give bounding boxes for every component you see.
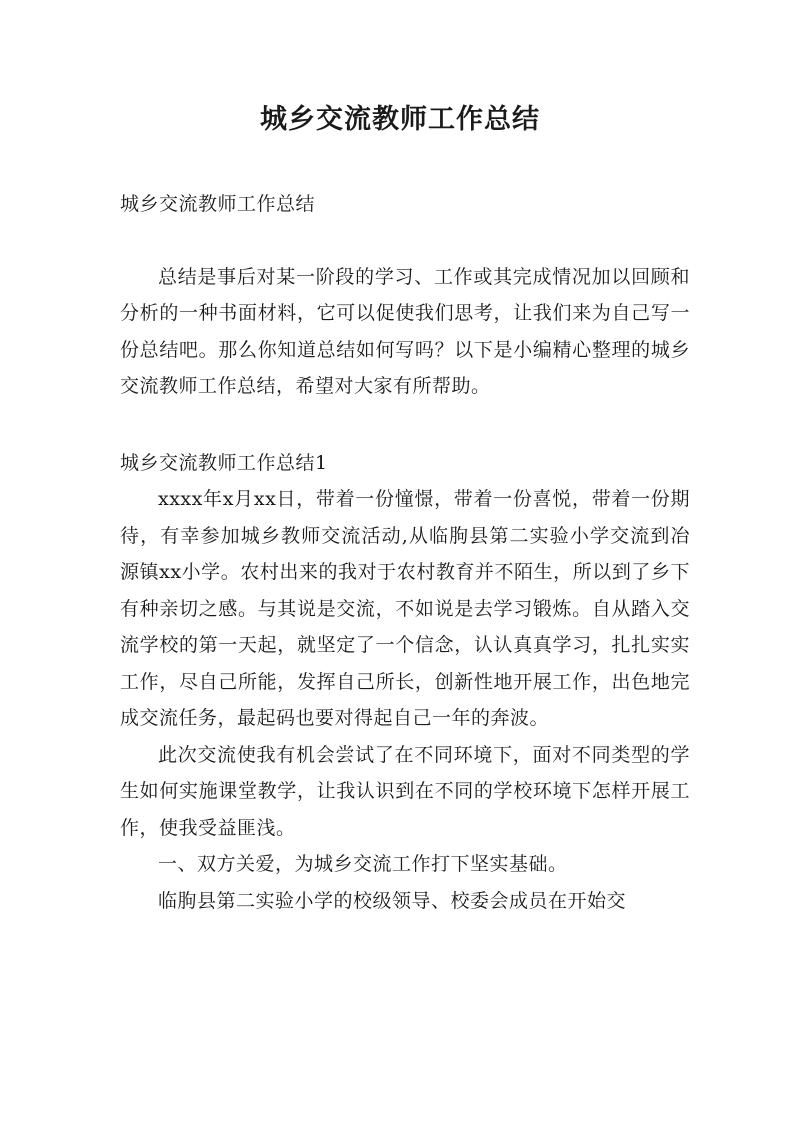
- document-title: 城乡交流教师工作总结: [260, 104, 540, 135]
- paragraph-body-3: 临朐县第二实验小学的校级领导、校委会成员在开始交: [158, 889, 627, 912]
- section-heading-1: 城乡交流教师工作总结1: [120, 451, 328, 474]
- document-body: [120, 186, 690, 919]
- paragraph-intro: 总结是事后对某一阶段的学习、工作或其完成情况加以回顾和分析的一种书面材料，它可以促使我们思考，让我们来为自己写一份总结吧。那么你知道总结如何写吗？以下是小编精心整理的城乡交流教师工作总结，希望对大家有所帮助。: [120, 265, 690, 397]
- paragraph-body-2: 此次交流使我有机会尝试了在不同环境下，面对不同类型的学生如何实施课堂教学，让我认识到在不同的学校环境下怎样开展工作，使我受益匪浅。: [120, 743, 690, 839]
- paragraph-body-1: xxxx年x月xx日，带着一份憧憬，带着一份喜悦，带着一份期待，有幸参加城乡教师交流活动,从临朐县第二实验小学交流到冶源镇xx小学。农村出来的我对于农村教育并不陌生，所以到了乡下有种亲切之感。与其说是交流，不如说是去学习锻炼。自从踏入交流学校的第一天起，就坚定了一个信念，认认真真学习，扎扎实实工作，尽自己所能，发挥自己所长，创新性地开展工作，出色地完成交流任务，最起码也要对得起自己一年的奔波。: [120, 488, 690, 729]
- paragraph-subheading-1: 一、双方关爱，为城乡交流工作打下坚实基础。: [158, 853, 568, 875]
- section-heading-intro: 城乡交流教师工作总结: [120, 193, 316, 215]
